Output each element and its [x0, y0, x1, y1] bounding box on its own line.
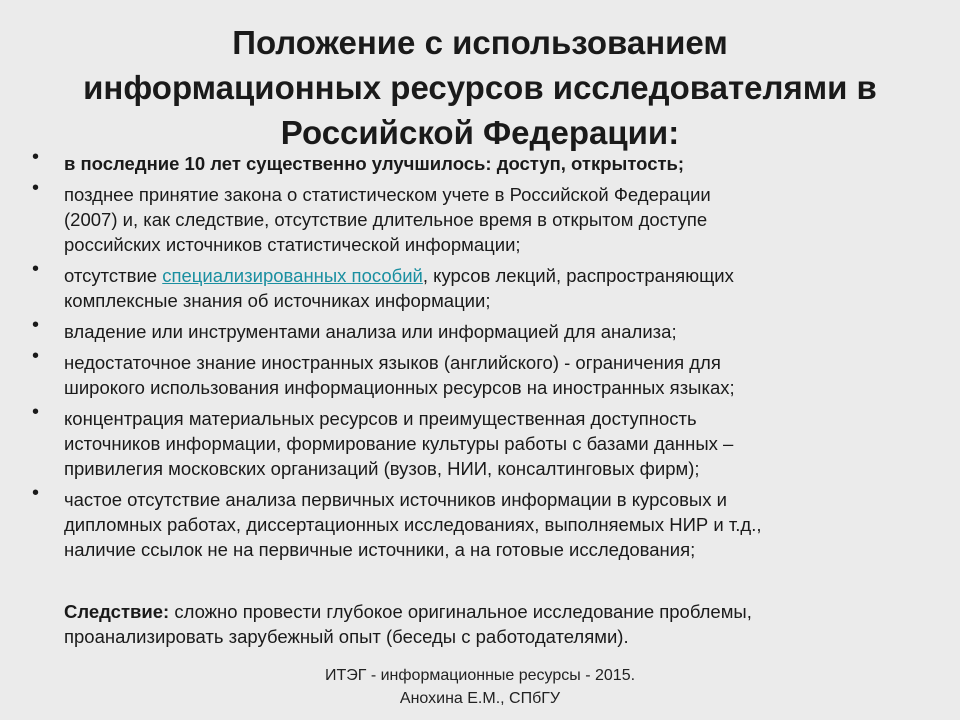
bullet-dot-icon: • — [32, 258, 40, 280]
footer-line: Анохина Е.М., СПбГУ — [399, 690, 561, 707]
bullet-text — [64, 182, 930, 257]
bullet-dot-icon: • — [32, 482, 40, 504]
bullet-text — [64, 319, 930, 344]
bullet-text-before-link: отсутствие — [64, 265, 163, 286]
title-line: Положение с использованием — [232, 24, 728, 61]
title-line: Российской Федерации: — [280, 114, 680, 151]
bullet-line: концентрация материальных ресурсов и преимущественная доступность — [64, 408, 697, 429]
consequence-text: сложно провести глубокое оригинальное исследование проблемы, — [169, 601, 752, 622]
bullet-line: в последние 10 лет существенно улучшилось: доступ, открытость; — [64, 153, 685, 174]
bullet-item — [30, 177, 930, 257]
bullet-item — [30, 482, 930, 562]
consequence-label: Следствие: — [64, 601, 170, 622]
bullet-item — [30, 401, 930, 481]
bullet-line: российских источников статистической информации; — [64, 234, 521, 255]
bullet-line: широкого использования информационных ресурсов на иностранных языках; — [64, 377, 735, 398]
bullet-text — [64, 406, 930, 481]
slide-title — [0, 20, 960, 155]
bullet-text-after-link: , курсов лекций, распространяющих — [422, 265, 734, 286]
bullet-list — [30, 146, 930, 568]
bullet-line: владение или инструментами анализа или информацией для анализа; — [64, 321, 677, 342]
bullet-item — [30, 345, 930, 400]
bullet-line: позднее принятие закона о статистическом учете в Российской Федерации — [64, 184, 711, 205]
manuals-link[interactable]: специализированных пособий — [162, 265, 423, 286]
consequence-line — [64, 599, 944, 624]
bullet-line: привилегия московских организаций (вузов, НИИ, консалтинговых фирм); — [64, 458, 700, 479]
consequence-paragraph — [64, 599, 944, 649]
bullet-line — [64, 263, 930, 288]
bullet-dot-icon: • — [32, 345, 40, 367]
bullet-line: комплексные знания об источниках информации; — [64, 290, 491, 311]
bullet-line: источников информации, формирование культуры работы с базами данных – — [64, 433, 734, 454]
bullet-line: дипломных работах, диссертационных исследованиях, выполняемых НИР и т.д., — [64, 514, 762, 535]
footer-line: ИТЭГ - информационные ресурсы - 2015. — [324, 667, 636, 684]
title-line: информационных ресурсов исследователями в — [83, 69, 877, 106]
bullet-text — [64, 263, 930, 313]
bullet-text — [64, 350, 930, 400]
bullet-item — [30, 146, 930, 176]
bullet-text — [64, 487, 930, 562]
bullet-line: частое отсутствие анализа первичных источников информации в курсовых и — [64, 489, 727, 510]
consequence-line: проанализировать зарубежный опыт (беседы с работодателями). — [64, 626, 629, 647]
bullet-line: наличие ссылок не на первичные источники, а на готовые исследования; — [64, 539, 696, 560]
bullet-dot-icon: • — [32, 177, 40, 199]
slide-footer — [0, 664, 960, 710]
bullet-line: (2007) и, как следствие, отсутствие длительное время в открытом доступе — [64, 209, 708, 230]
bullet-item — [30, 314, 930, 344]
bullet-text — [64, 151, 930, 176]
bullet-dot-icon: • — [32, 314, 40, 336]
bullet-line: недостаточное знание иностранных языков (английского) - ограничения для — [64, 352, 721, 373]
bullet-item — [30, 258, 930, 313]
bullet-dot-icon: • — [32, 146, 40, 168]
bullet-dot-icon: • — [32, 401, 40, 423]
